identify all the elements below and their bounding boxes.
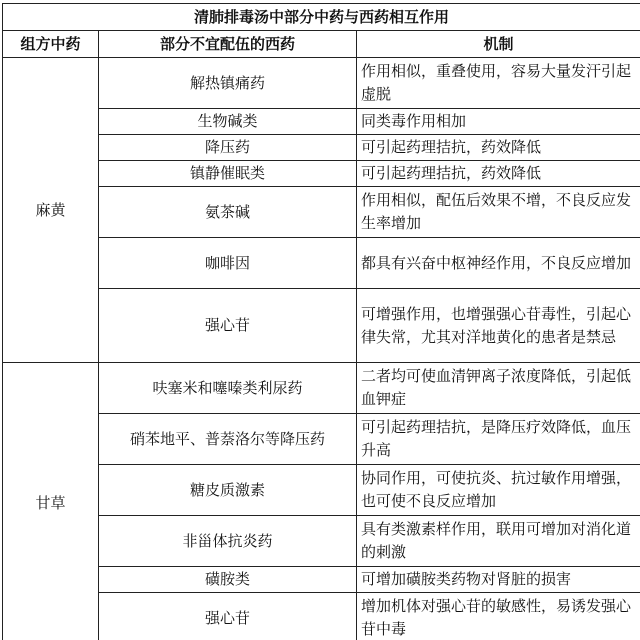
drug-cell: 强心苷 — [99, 593, 357, 640]
drug-cell: 强心苷 — [99, 289, 357, 363]
header-row — [3, 31, 640, 58]
mechanism-cell: 作用相似，配伍后效果不增，不良反应发生率增加 — [357, 187, 640, 238]
table-row — [3, 58, 640, 109]
table-row — [3, 363, 640, 414]
header-mechanism: 机制 — [357, 31, 640, 58]
drug-cell: 镇静催眠类 — [99, 161, 357, 187]
drug-cell: 咖啡因 — [99, 238, 357, 289]
table-row — [3, 516, 640, 567]
table-row — [3, 414, 640, 465]
drug-cell: 硝苯地平、普萘洛尔等降压药 — [99, 414, 357, 465]
mechanism-cell: 可增强作用，也增强强心苷毒性，引起心律失常，尤其对洋地黄化的患者是禁忌 — [357, 289, 640, 363]
herb-cell-gancao: 甘草 — [3, 363, 99, 640]
interaction-table — [2, 3, 640, 640]
table-row — [3, 567, 640, 593]
drug-cell: 降压药 — [99, 135, 357, 161]
title-row — [3, 4, 640, 31]
mechanism-cell: 具有类激素样作用，联用可增加对消化道的刺激 — [357, 516, 640, 567]
header-herb: 组方中药 — [3, 31, 99, 58]
drug-cell: 生物碱类 — [99, 109, 357, 135]
drug-cell: 解热镇痛药 — [99, 58, 357, 109]
mechanism-cell: 可引起药理拮抗，药效降低 — [357, 135, 640, 161]
mechanism-cell: 同类毒作用相加 — [357, 109, 640, 135]
table-row — [3, 289, 640, 363]
drug-cell: 呋塞米和噻嗪类利尿药 — [99, 363, 357, 414]
table-row — [3, 593, 640, 640]
table-row — [3, 465, 640, 516]
table-title: 清肺排毒汤中部分中药与西药相互作用 — [3, 4, 640, 31]
table-row — [3, 187, 640, 238]
drug-cell: 磺胺类 — [99, 567, 357, 593]
drug-cell: 糖皮质激素 — [99, 465, 357, 516]
header-western-drug: 部分不宜配伍的西药 — [99, 31, 357, 58]
mechanism-cell: 二者均可使血清钾离子浓度降低，引起低血钾症 — [357, 363, 640, 414]
drug-cell: 非甾体抗炎药 — [99, 516, 357, 567]
mechanism-cell: 都具有兴奋中枢神经作用，不良反应增加 — [357, 238, 640, 289]
mechanism-cell: 可增加磺胺类药物对肾脏的损害 — [357, 567, 640, 593]
mechanism-cell: 可引起药理拮抗，药效降低 — [357, 161, 640, 187]
drug-cell: 氨茶碱 — [99, 187, 357, 238]
table-row — [3, 109, 640, 135]
mechanism-cell: 可引起药理拮抗，是降压疗效降低，血压升高 — [357, 414, 640, 465]
mechanism-cell: 协同作用，可使抗炎、抗过敏作用增强，也可使不良反应增加 — [357, 465, 640, 516]
herb-cell-mahuang: 麻黄 — [3, 58, 99, 363]
table-row — [3, 161, 640, 187]
table-row — [3, 135, 640, 161]
mechanism-cell: 作用相似，重叠使用，容易大量发汗引起虚脱 — [357, 58, 640, 109]
table-row — [3, 238, 640, 289]
mechanism-cell: 增加机体对强心苷的敏感性，易诱发强心苷中毒 — [357, 593, 640, 640]
